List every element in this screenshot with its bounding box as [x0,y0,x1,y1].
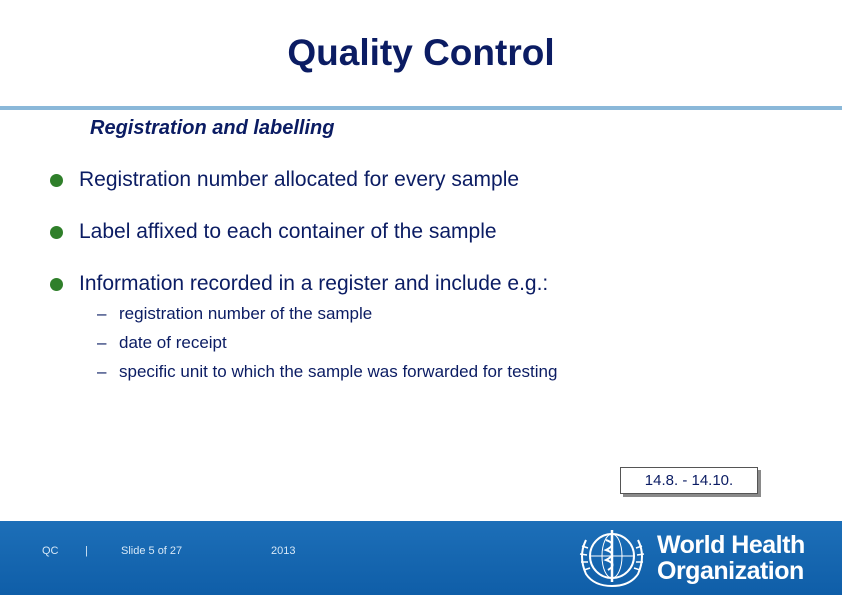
bullet-item [50,168,519,192]
bullet-item [50,272,548,296]
org-name-line2: Organization [657,557,804,585]
footer-separator: | [85,545,88,557]
bullet-text: Registration number allocated for every sample [79,168,520,191]
footer-slide-number: Slide 5 of 27 [121,545,183,557]
sub-bullet-text: date of receipt [119,333,227,352]
title-divider [0,106,842,110]
dash-icon: – [97,333,107,352]
dash-icon: – [97,362,107,381]
footer-year: 2013 [271,545,296,557]
bullet-dot-icon [50,226,63,239]
sub-bullet-text: registration number of the sample [119,304,373,323]
slide-title: Quality Control [287,32,555,73]
bullet-dot-icon [50,278,63,291]
sub-bullet-item [97,333,227,353]
who-emblem-icon [572,524,652,590]
sub-bullet-item [97,304,372,324]
footer-section: QC [42,545,59,557]
bullet-dot-icon [50,174,63,187]
bullet-item [50,220,497,244]
reference-text: 14.8. - 14.10. [644,472,734,489]
slide-subtitle: Registration and labelling [90,117,335,139]
dash-icon: – [97,304,107,323]
sub-bullet-text: specific unit to which the sample was forwarded for testing [119,362,558,381]
bullet-text: Label affixed to each container of the sample [79,220,497,243]
reference-box [620,467,758,494]
sub-bullet-item [97,362,557,382]
bullet-text: Information recorded in a register and include e.g.: [79,272,549,295]
org-name-line1: World Health [657,531,805,559]
